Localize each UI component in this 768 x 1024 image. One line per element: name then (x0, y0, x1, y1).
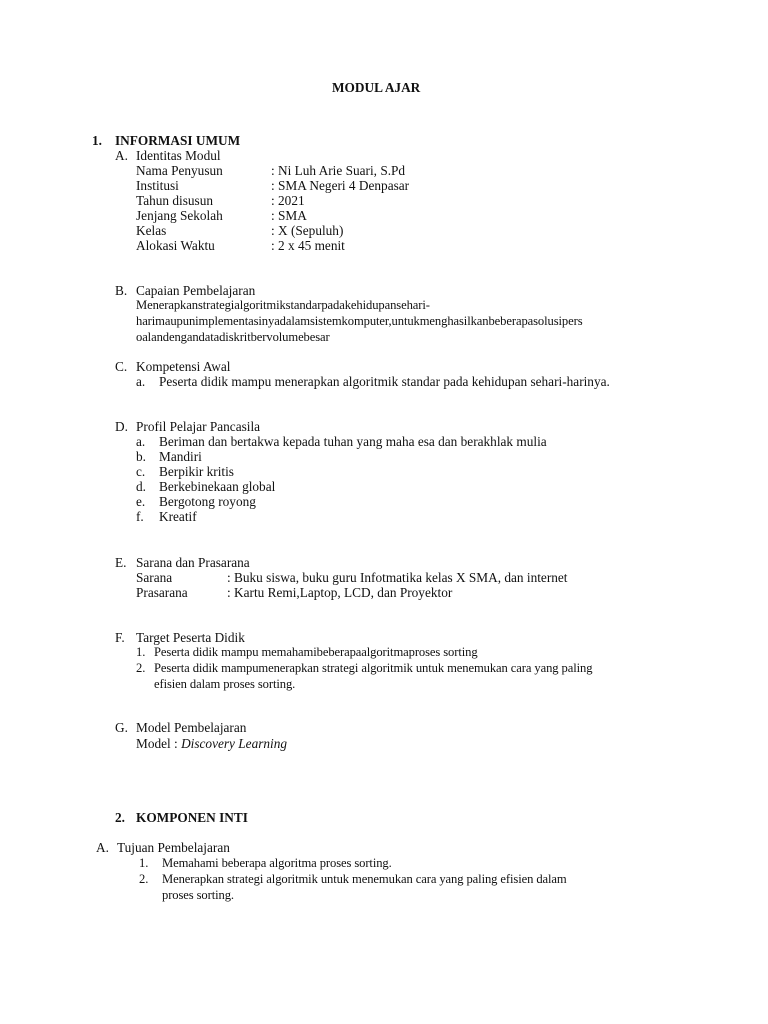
section-2-heading: KOMPONEN INTI (136, 810, 248, 825)
list-item: Bergotong royong (159, 494, 256, 509)
section-1-number: 1. (92, 133, 102, 148)
subsection-b-letter: B. (115, 283, 128, 298)
prasarana-label: Prasarana (136, 585, 188, 600)
list-marker: b. (136, 449, 146, 464)
model-value: Discovery Learning (181, 736, 288, 751)
subsection-f-letter: F. (115, 630, 125, 645)
subsection-a-letter: A. (115, 148, 128, 163)
identity-label: Alokasi Waktu (136, 238, 215, 253)
subsection-b-heading: Capaian Pembelajaran (136, 283, 256, 298)
tujuan-heading: Tujuan Pembelajaran (117, 840, 230, 855)
list-marker: f. (136, 509, 144, 524)
sarana-label: Sarana (136, 570, 173, 585)
identity-label: Jenjang Sekolah (136, 208, 223, 223)
model-label: Model : (136, 736, 182, 751)
identity-value: : 2 x 45 menit (271, 238, 345, 253)
subsection-a-heading: Identitas Modul (136, 148, 221, 163)
list-item: Berpikir kritis (159, 464, 234, 479)
list-marker: a. (136, 374, 146, 389)
subsection-e-letter: E. (115, 555, 127, 570)
capaian-line: harimaupunimplementasinyadalamsistemkomputer,untukmenghasilkanbeberapasolusipers (136, 314, 583, 328)
subsection-e-heading: Sarana dan Prasarana (136, 555, 250, 570)
list-item: Peserta didik mampumenerapkan strategi algoritmik untuk menemukan cara yang paling (154, 661, 593, 675)
identity-value: : 2021 (271, 193, 305, 208)
capaian-line: oalandengandatadiskritbervolumebesar (136, 330, 330, 344)
list-marker: 1. (139, 856, 149, 870)
list-marker: 2. (136, 661, 146, 675)
list-marker: c. (136, 464, 146, 479)
identity-label: Institusi (136, 178, 179, 193)
identity-label: Kelas (136, 223, 167, 238)
identity-label: Tahun disusun (136, 193, 214, 208)
list-item: Memahami beberapa algoritma proses sorting. (162, 856, 392, 870)
identity-value: : X (Sepuluh) (271, 223, 344, 238)
list-marker: d. (136, 479, 146, 494)
list-item: Berkebinekaan global (159, 479, 276, 494)
list-item: Peserta didik mampu menerapkan algoritmik standar pada kehidupan sehari-harinya. (159, 374, 610, 389)
list-item-continuation: efisien dalam proses sorting. (154, 677, 296, 691)
subsection-g-letter: G. (115, 720, 128, 735)
list-item: Kreatif (159, 509, 197, 524)
sarana-value: : Buku siswa, buku guru Infotmatika kelas X SMA, dan internet (227, 570, 568, 585)
subsection-d-heading: Profil Pelajar Pancasila (136, 419, 261, 434)
subsection-d-letter: D. (115, 419, 128, 434)
document-title: MODUL AJAR (332, 80, 421, 95)
subsection-c-letter: C. (115, 359, 128, 374)
list-marker: e. (136, 494, 146, 509)
prasarana-value: : Kartu Remi,Laptop, LCD, dan Proyektor (227, 585, 453, 600)
subsection-g-heading: Model Pembelajaran (136, 720, 247, 735)
model-line (136, 736, 287, 751)
list-item: Menerapkan strategi algoritmik untuk menemukan cara yang paling efisien dalam (162, 872, 567, 886)
list-marker: a. (136, 434, 146, 449)
identity-value: : SMA Negeri 4 Denpasar (271, 178, 410, 193)
list-item: Peserta didik mampu memahamibeberapaalgoritmaproses sorting (154, 645, 478, 659)
identity-label: Nama Penyusun (136, 163, 223, 178)
list-item: Beriman dan bertakwa kepada tuhan yang maha esa dan berakhlak mulia (159, 434, 547, 449)
identity-value: : SMA (271, 208, 307, 223)
section-2-number: 2. (115, 810, 125, 825)
list-marker: 1. (136, 645, 146, 659)
list-marker: 2. (139, 872, 149, 886)
tujuan-letter: A. (96, 840, 109, 855)
subsection-c-heading: Kompetensi Awal (136, 359, 231, 374)
identity-value: : Ni Luh Arie Suari, S.Pd (271, 163, 406, 178)
capaian-line: Menerapkanstrategialgoritmikstandarpadakehidupansehari- (136, 298, 430, 312)
subsection-f-heading: Target Peserta Didik (136, 630, 245, 645)
list-item-continuation: proses sorting. (162, 888, 234, 902)
list-item: Mandiri (159, 449, 202, 464)
section-1-heading: INFORMASI UMUM (115, 133, 241, 148)
